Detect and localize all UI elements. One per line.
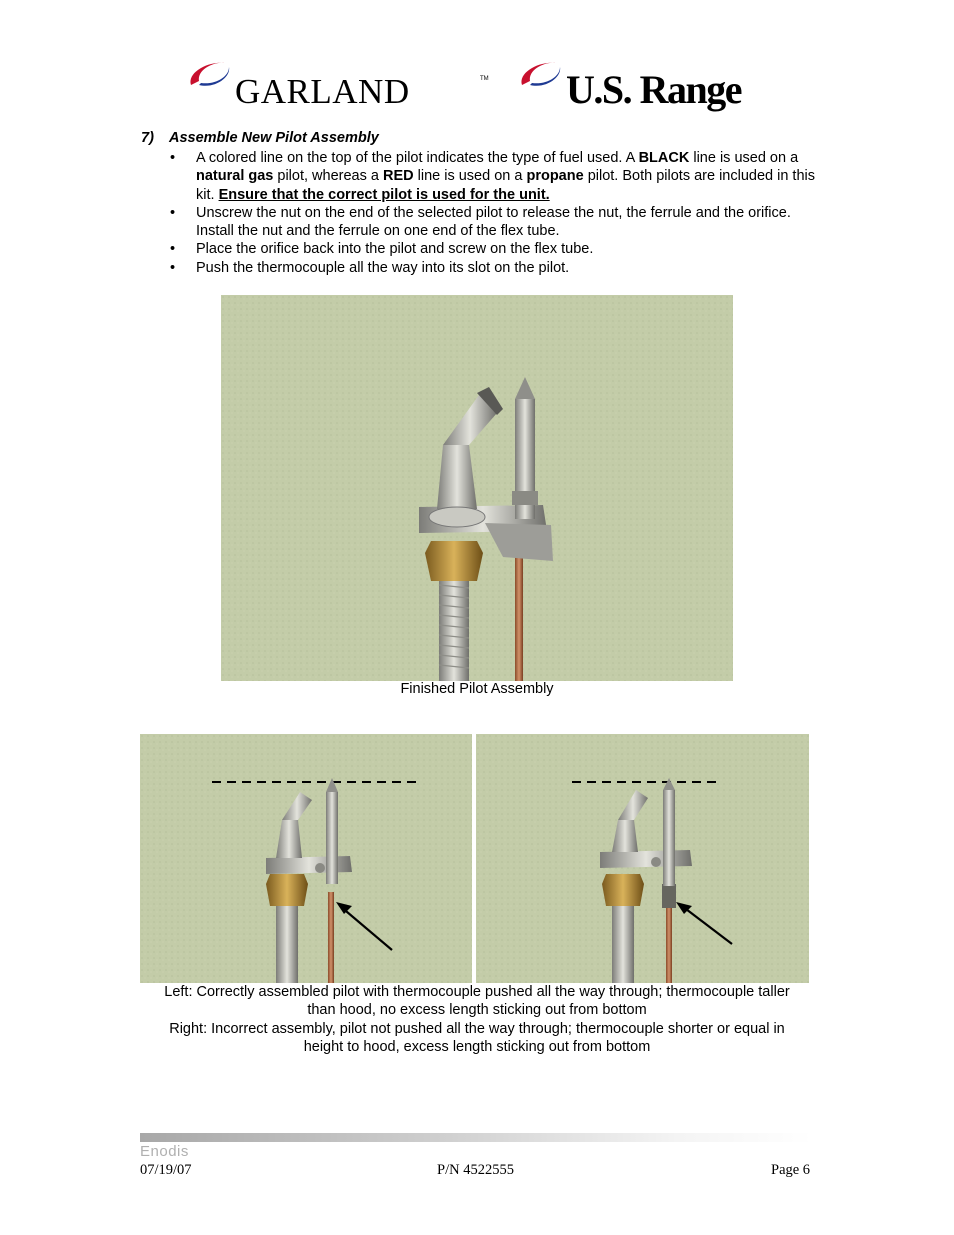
main-photo-caption: Finished Pilot Assembly xyxy=(400,681,554,697)
footer-divider xyxy=(140,1133,812,1142)
bullet-marker: • xyxy=(170,241,176,258)
correct-assembly-photo xyxy=(140,734,472,983)
instruction-text: Place the orifice back into the pilot and screw on the flex tube. xyxy=(196,241,594,258)
instruction-item xyxy=(170,259,820,277)
bullet-marker: • xyxy=(170,259,176,276)
instruction-text: line is used on a xyxy=(413,168,527,185)
us-range-logo xyxy=(516,50,776,120)
instruction-text: A colored line on the top of the pilot indicates the type of fuel used. A xyxy=(196,150,639,166)
pilot-assembly-image xyxy=(221,295,733,681)
instruction-text: BLACK xyxy=(638,150,690,166)
correct-pilot-image xyxy=(140,734,472,983)
instruction-list xyxy=(170,149,820,277)
incorrect-pilot-image xyxy=(476,734,809,983)
bullet-marker: • xyxy=(170,150,176,166)
bullet-marker: • xyxy=(170,204,176,221)
finished-pilot-photo xyxy=(221,295,733,681)
instruction-item xyxy=(170,240,820,258)
instruction-item xyxy=(170,149,820,204)
logo-bar xyxy=(0,50,954,120)
garland-logo xyxy=(185,50,495,120)
garland-wordmark: GARLAND xyxy=(235,72,410,111)
instruction-text: propane xyxy=(526,168,584,185)
instruction-item xyxy=(170,204,820,241)
instruction-text: Push the thermocouple all the way into its slot on the pilot. xyxy=(196,259,570,276)
caption-line: height to hood, excess length sticking out from bottom xyxy=(303,1038,651,1055)
footer-date: 07/19/07 xyxy=(140,1162,192,1178)
footer-page-number: Page 6 xyxy=(771,1162,811,1178)
instruction-text: Ensure that the correct pilot is used for the unit. xyxy=(218,186,550,203)
comparison-caption xyxy=(138,983,816,1056)
instruction-text: RED xyxy=(382,168,414,185)
garland-swoosh-icon xyxy=(185,55,235,95)
caption-line: than hood, no excess length sticking out from bottom xyxy=(307,1002,647,1019)
section-heading xyxy=(141,130,379,146)
instruction-text: Unscrew the nut on the end of the selected pilot to release the nut, the ferrule and the orifice. Install the nut and the ferrule on one end of the flex tube. xyxy=(196,204,791,240)
caption-line: Left: Correctly assembled pilot with thermocouple pushed all the way through; thermocouple taller xyxy=(164,984,790,1000)
enodis-logo: Enodis xyxy=(140,1143,189,1160)
instruction-text: pilot. Both pilots are included in this kit. xyxy=(196,168,815,203)
us-range-swoosh-icon xyxy=(516,55,566,95)
us-range-wordmark: U.S. Range xyxy=(566,67,742,112)
trademark-mark: TM xyxy=(480,76,489,82)
incorrect-assembly-photo xyxy=(476,734,809,983)
caption-line: Right: Incorrect assembly, pilot not pushed all the way through; thermocouple shorter or equal in xyxy=(169,1020,785,1037)
instruction-text: pilot, whereas a xyxy=(273,168,383,185)
instruction-text: line is used on a xyxy=(689,150,799,166)
section-number: 7) xyxy=(141,130,154,146)
footer-part-number: P/N 4522555 xyxy=(437,1162,514,1178)
instruction-text: natural gas xyxy=(196,168,274,185)
section-title: Assemble New Pilot Assembly xyxy=(169,130,379,146)
